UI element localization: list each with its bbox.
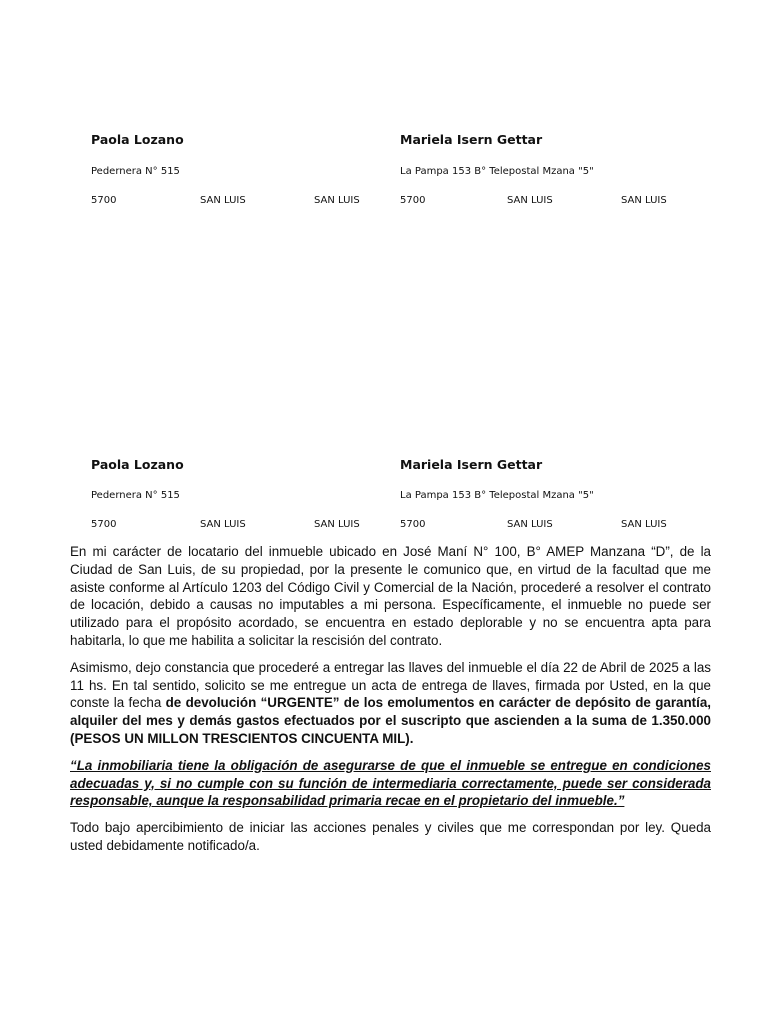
recipient-province: SAN LUIS — [621, 519, 667, 530]
recipient-postal-code: 5700 — [400, 195, 426, 206]
letter-body — [70, 543, 711, 864]
recipient-street: La Pampa 153 B° Telepostal Mzana "5" — [400, 166, 594, 177]
sender-name: Paola Lozano — [91, 132, 184, 147]
paragraph-keys-amount: de devolución “URGENTE” de los emolumentos en carácter de depósito de garantía, alquiler del mes y demás gastos efectuados por el suscripto que ascienden a la suma de 1.350.000 (PESOS UN MILLON TRESCIENTOS CINCUENTA MIL). — [70, 695, 712, 746]
sender-street: Pedernera N° 515 — [91, 166, 180, 177]
sender-province: SAN LUIS — [314, 519, 360, 530]
paragraph-termination: En mi carácter de locatario del inmueble ubicado en José Maní N° 100, B° AMEP Manzana “D”, de la Ciudad de San Luis, de su propiedad, por la presente le comunico que, en virtud de la facultad que me asiste conforme al Artículo 1203 del Código Civil y Comercial de la Nación, procederé a resolver el contrato de locación, debido a causas no imputables a mi persona. Específicamente, el inmueble no puede ser utilizado para el propósito acordado, se encuentra en estado deplorable y no se encuentra apta para habitarla, lo que me habilita a solicitar la rescisión del contrato. — [70, 544, 711, 648]
sender-province: SAN LUIS — [314, 195, 360, 206]
recipient-street: La Pampa 153 B° Telepostal Mzana "5" — [400, 490, 594, 501]
recipient-city: SAN LUIS — [507, 519, 553, 530]
sender-city: SAN LUIS — [200, 195, 246, 206]
recipient-city: SAN LUIS — [507, 195, 553, 206]
sender-name: Paola Lozano — [91, 457, 184, 472]
legal-quote: “La inmobiliaria tiene la obligación de asegurarse de que el inmueble se entregue en condiciones adecuadas y, si no cumple con su función de intermediaria correctamente, puede ser considerada responsable, aunque la responsabilidad primaria recae en el propietario del inmueble.” — [70, 757, 711, 809]
recipient-province: SAN LUIS — [621, 195, 667, 206]
sender-postal-code: 5700 — [91, 195, 117, 206]
sender-city: SAN LUIS — [200, 519, 246, 530]
paragraph-closing: Todo bajo apercibimiento de iniciar las acciones penales y civiles que me correspondan por ley. Queda usted debidamente notificado/a. — [70, 820, 711, 853]
sender-postal-code: 5700 — [91, 519, 117, 530]
paragraph-keys-lead: Asimismo, dejo constancia que procederé a entregar las llaves del inmueble el día 22 de Abril de 2025 a las 11 hs. En tal sentido, solicito se me entregue un acta de entrega de llaves, firmada por Usted, en la que conste la fecha — [70, 659, 711, 711]
paragraph-keys-return — [70, 659, 711, 748]
sender-street: Pedernera N° 515 — [91, 490, 180, 501]
recipient-name: Mariela Isern Gettar — [400, 457, 543, 472]
recipient-name: Mariela Isern Gettar — [400, 132, 543, 147]
recipient-postal-code: 5700 — [400, 519, 426, 530]
